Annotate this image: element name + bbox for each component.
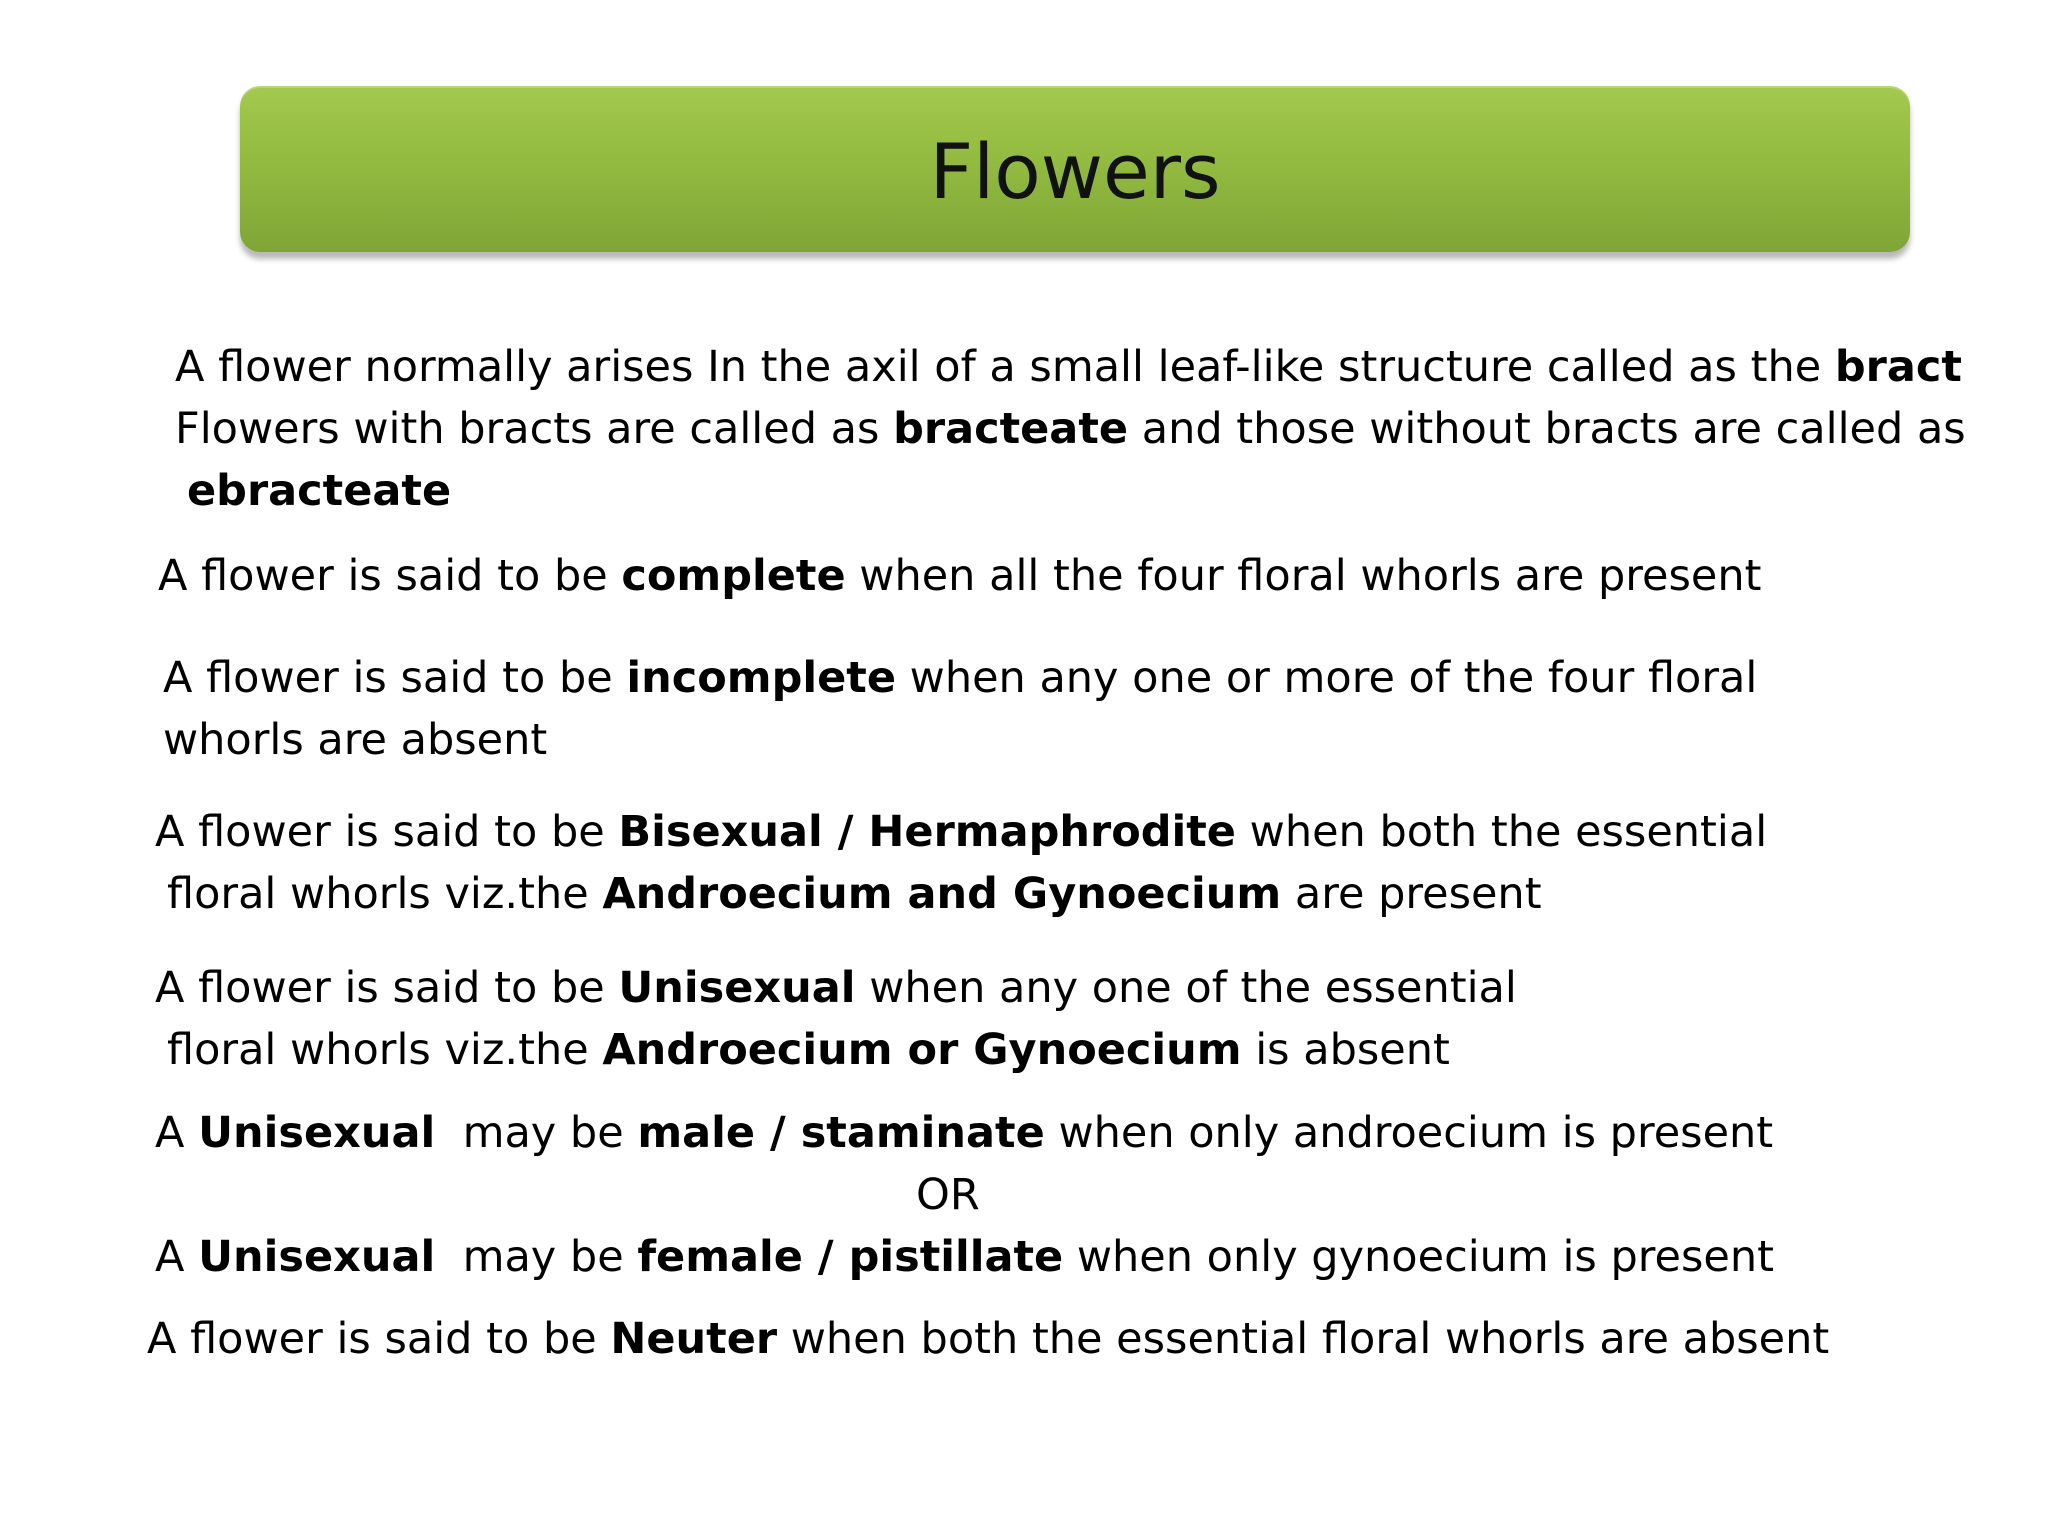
unisexual-line-2: [167, 1019, 1450, 1081]
neuter-text-post: when both the essential floral whorls are absent: [777, 1314, 1830, 1364]
bisexual-text-pre: A flower is said to be: [155, 807, 619, 857]
male-text-mid: may be: [435, 1108, 638, 1158]
incomplete-line-2: [163, 709, 547, 771]
complete-text-post: when all the four floral whorls are present: [845, 551, 1762, 601]
unisexual-cont-post: is absent: [1241, 1025, 1450, 1075]
term-unisexual-male: Unisexual: [198, 1108, 436, 1158]
incomplete-line-1: [163, 647, 1757, 709]
bisexual-cont-pre: floral whorls viz.the: [167, 869, 603, 919]
term-bisexual: Bisexual / Hermaphrodite: [618, 807, 1236, 857]
female-text-post: when only gynoecium is present: [1063, 1232, 1774, 1282]
bract-line-1: [175, 336, 1962, 398]
term-unisexual: Unisexual: [618, 963, 856, 1013]
term-androecium-or-gynoecium: Androecium or Gynoecium: [602, 1025, 1242, 1075]
incomplete-text-post: when any one or more of the four floral: [895, 653, 1758, 703]
bisexual-text-post: when both the essential: [1235, 807, 1768, 857]
bracteate-text-post: and those without bracts are called as: [1128, 404, 1966, 454]
bracteate-text-pre: Flowers with bracts are called as: [175, 404, 894, 454]
incomplete-text-pre: A flower is said to be: [163, 653, 627, 703]
unisexual-text-pre: A flower is said to be: [155, 963, 619, 1013]
bract-line-3: [187, 460, 451, 522]
or-line: [916, 1164, 980, 1226]
male-line: [155, 1102, 1773, 1164]
term-bracteate: bracteate: [893, 404, 1129, 454]
incomplete-text-cont: whorls are absent: [163, 715, 548, 765]
bisexual-line-1: [155, 801, 1767, 863]
bisexual-cont-post: are present: [1281, 869, 1542, 919]
term-bract: bract: [1834, 342, 1962, 392]
neuter-line: [147, 1308, 1829, 1370]
term-neuter: Neuter: [610, 1314, 778, 1364]
female-text-mid: may be: [435, 1232, 638, 1282]
male-text-post: when only androecium is present: [1044, 1108, 1774, 1158]
male-text-pre: A: [155, 1108, 199, 1158]
term-unisexual-female: Unisexual: [198, 1232, 436, 1282]
slide-title: Flowers: [929, 126, 1221, 216]
term-male-staminate: male / staminate: [637, 1108, 1045, 1158]
term-complete: complete: [621, 551, 846, 601]
complete-line: [158, 545, 1761, 607]
unisexual-text-post: when any one of the essential: [855, 963, 1517, 1013]
bisexual-line-2: [167, 863, 1542, 925]
complete-text-pre: A flower is said to be: [158, 551, 622, 601]
term-ebracteate: ebracteate: [187, 466, 452, 516]
term-female-pistillate: female / pistillate: [637, 1232, 1064, 1282]
unisexual-cont-pre: floral whorls viz.the: [167, 1025, 603, 1075]
female-line: [155, 1226, 1774, 1288]
unisexual-line-1: [155, 957, 1517, 1019]
bract-text: A flower normally arises In the axil of a small leaf-like structure called as the: [175, 342, 1835, 392]
title-banner: [240, 86, 1910, 252]
female-text-pre: A: [155, 1232, 199, 1282]
bract-line-2: [175, 398, 1966, 460]
or-text: OR: [916, 1170, 980, 1220]
term-androecium-and-gynoecium: Androecium and Gynoecium: [602, 869, 1282, 919]
neuter-text-pre: A flower is said to be: [147, 1314, 611, 1364]
term-incomplete: incomplete: [626, 653, 896, 703]
